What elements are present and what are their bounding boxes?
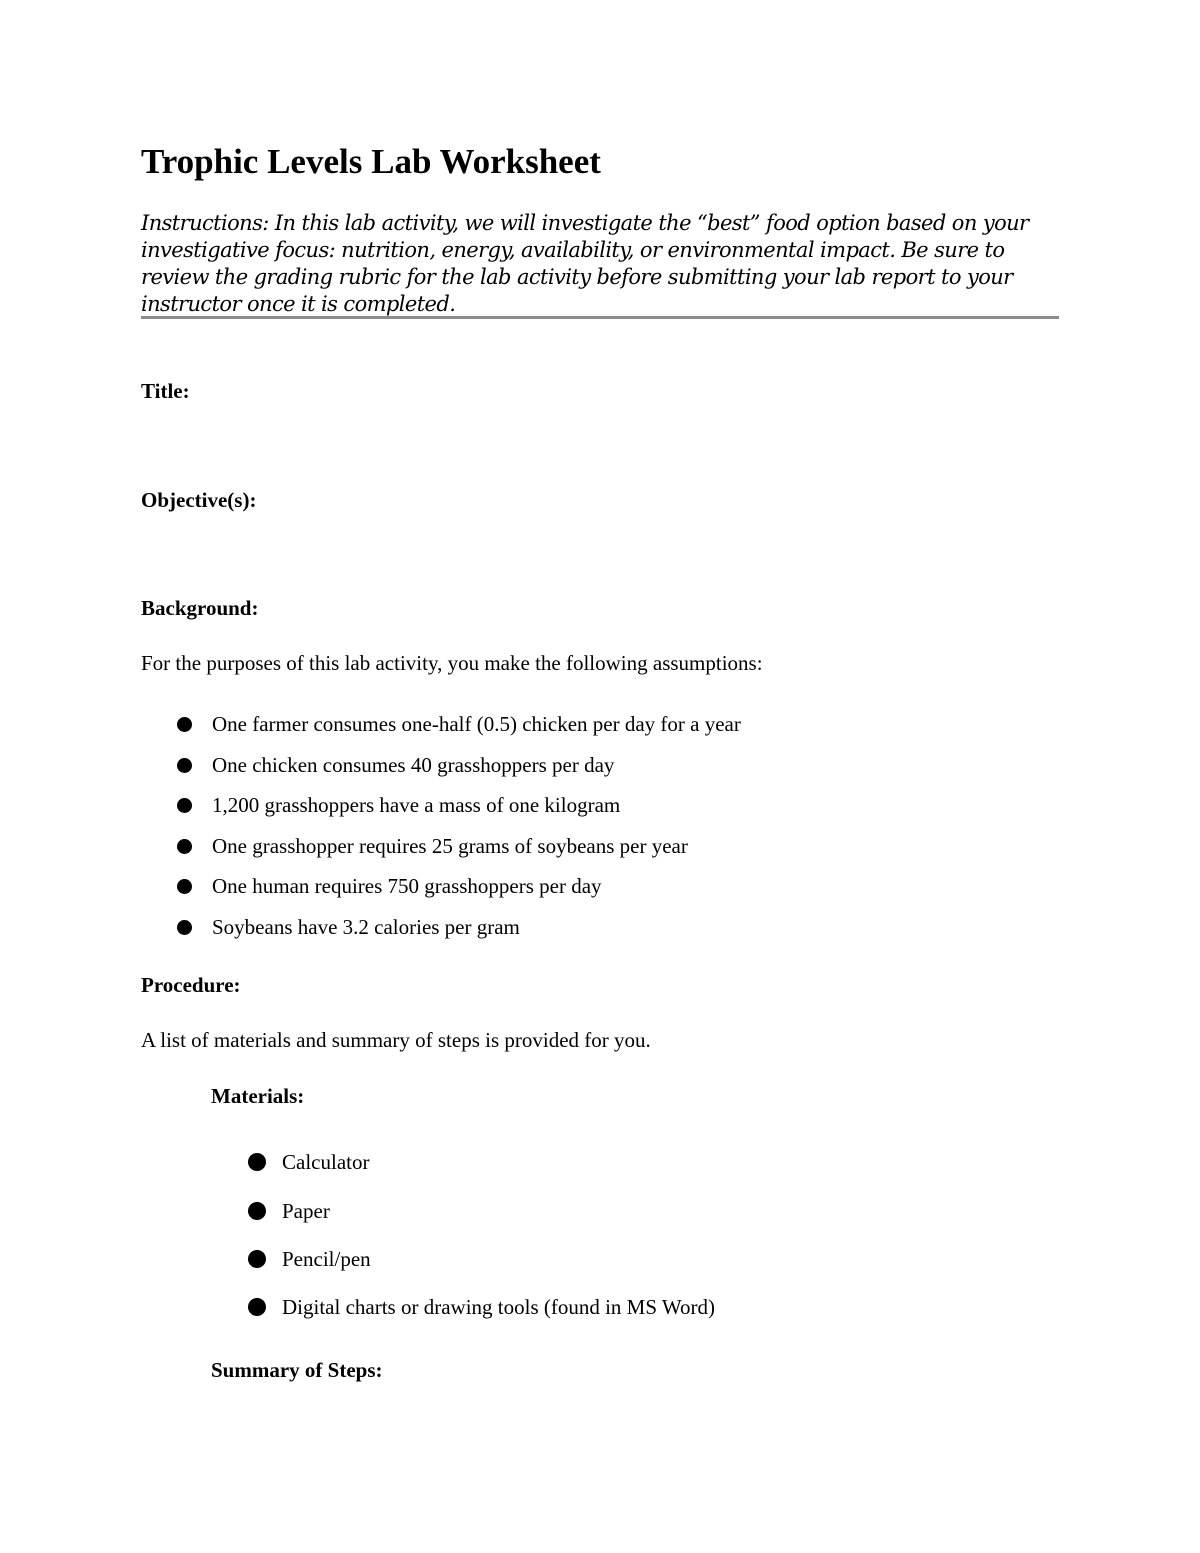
list-item: One grasshopper requires 25 grams of soybeans per year — [177, 833, 688, 859]
list-item: 1,200 grasshoppers have a mass of one kilogram — [177, 792, 620, 818]
instructions-divider — [141, 316, 1059, 319]
bullet-icon — [177, 920, 192, 935]
materials-label: Materials: — [211, 1084, 305, 1108]
list-item: One farmer consumes one-half (0.5) chicken per day for a year — [177, 711, 741, 737]
bullet-icon — [177, 798, 192, 813]
bullet-icon — [177, 839, 192, 854]
background-label: Background: — [141, 596, 259, 620]
list-item: One chicken consumes 40 grasshoppers per day — [177, 752, 614, 778]
objectives-label: Objective(s): — [141, 488, 257, 512]
bullet-icon — [177, 717, 192, 732]
list-item: One human requires 750 grasshoppers per day — [177, 873, 602, 899]
list-item: Pencil/pen — [248, 1246, 371, 1272]
bullet-icon — [248, 1298, 266, 1316]
title-label: Title: — [141, 379, 190, 403]
list-item: Soybeans have 3.2 calories per gram — [177, 914, 520, 940]
bullet-icon — [248, 1250, 266, 1268]
bullet-icon — [248, 1153, 266, 1171]
bullet-icon — [248, 1202, 266, 1220]
list-item: Digital charts or drawing tools (found in MS Word) — [248, 1294, 715, 1320]
page-title: Trophic Levels Lab Worksheet — [141, 142, 601, 181]
list-item: Calculator — [248, 1149, 369, 1175]
procedure-intro: A list of materials and summary of steps is provided for you. — [141, 1028, 651, 1052]
instructions-paragraph: Instructions: In this lab activity, we will investigate the “best” food option based on your investigative focus: nutrition, energy, availability, or environmental impact. Be sure to review the grading rubric for the lab activity before submitting your lab report to your instructor once it is completed. — [141, 211, 1029, 316]
background-intro: For the purposes of this lab activity, you make the following assumptions: — [141, 651, 763, 675]
bullet-icon — [177, 758, 192, 773]
list-item: Paper — [248, 1198, 330, 1224]
bullet-icon — [177, 879, 192, 894]
summary-of-steps-label: Summary of Steps: — [211, 1358, 383, 1382]
procedure-label: Procedure: — [141, 973, 241, 997]
